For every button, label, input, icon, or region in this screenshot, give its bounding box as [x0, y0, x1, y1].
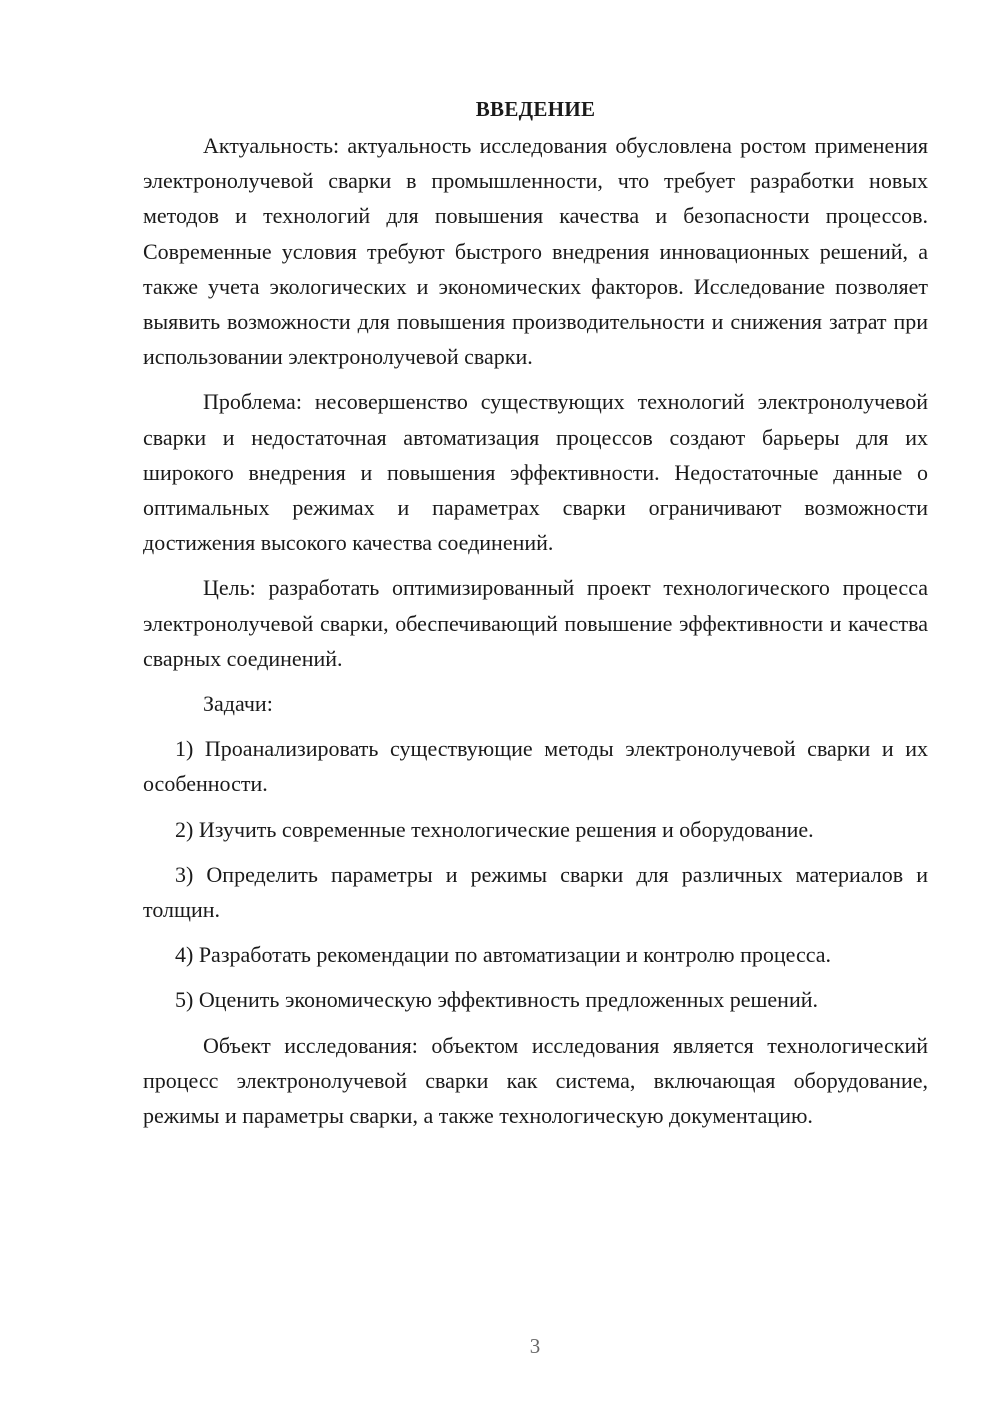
tasks-heading: Задачи:	[203, 691, 273, 717]
relevance-paragraph: Актуальность: актуальность исследования обусловлена ростом применения электронолучевой сварки в промышленности, что требует разработки новых методов и технологий для повышения качества и безопасности процессов. Современные условия требуют быстрого внедрения инновационных решений, а также учета экологических и экономических факторов. Исследование позволяет выявить возможности для повышения производительности и снижения затрат при использовании электронолучевой сварки.	[143, 133, 928, 370]
task-item-3: 3) Определить параметры и режимы сварки для различных материалов и толщин.	[143, 861, 928, 923]
page-number: 3	[529, 1334, 541, 1358]
task-item-5: 5) Оценить экономическую эффективность предложенных решений.	[175, 987, 818, 1013]
task-item-4: 4) Разработать рекомендации по автоматизации и контролю процесса.	[175, 942, 832, 968]
task-item-2: 2) Изучить современные технологические решения и оборудование.	[175, 816, 814, 842]
problem-paragraph: Проблема: несовершенство существующих технологий электронолучевой сварки и недостаточная автоматизация процессов создают барьеры для их широкого внедрения и повышения эффективности. Недостаточные данные о оптимальных режимах и параметрах сварки ограничивают возможности достижения высокого качества соединений.	[143, 389, 928, 556]
goal-paragraph: Цель: разработать оптимизированный проект технологического процесса электронолучевой сварки, обеспечивающий повышение эффективности и качества сварных соединений.	[143, 575, 928, 671]
object-paragraph: Объект исследования: объектом исследования является технологический процесс электронолучевой сварки как система, включающая оборудование, режимы и параметры сварки, а также технологическую документацию.	[143, 1032, 928, 1129]
section-title: ВВЕДЕНИЕ	[475, 97, 596, 121]
task-item-1: 1) Проанализировать существующие методы электронолучевой сварки и их особенности.	[143, 736, 928, 797]
document-page	[143, 92, 928, 1133]
